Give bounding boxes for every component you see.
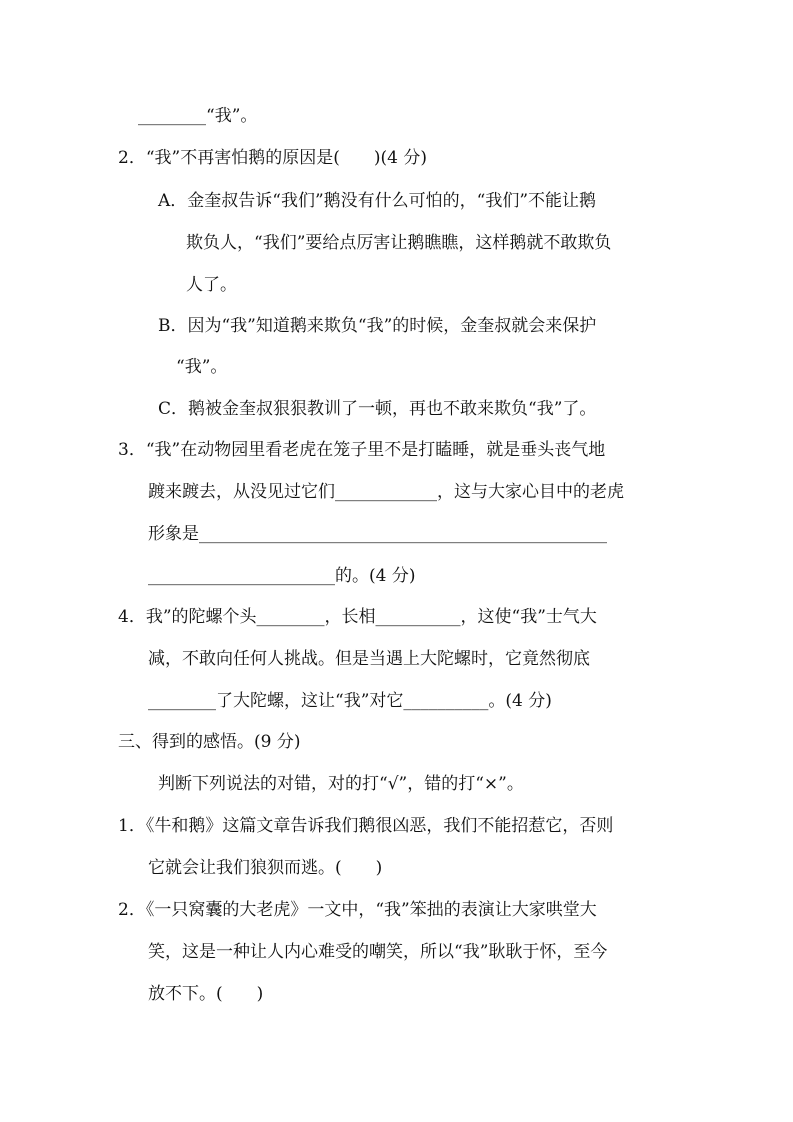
question-4-line-1: 4．我”的陀螺个头________，长相__________，这使“我”士气大 — [118, 607, 597, 627]
statement-2-line-1: 2．《一只窝囊的大老虎》一文中，“我”笨拙的表演让大家哄堂大 — [118, 900, 597, 920]
section-3-heading: 三、得到的感悟。(9 分) — [118, 732, 301, 752]
question-3-line-1: 3．“我”在动物园里看老虎在笼子里不是打瞌睡，就是垂头丧气地 — [118, 440, 606, 460]
option-2b-line-2: “我”。 — [176, 357, 228, 377]
statement-1-line-2: 它就会让我们狼狈而逃。( ) — [148, 858, 383, 878]
question-2: 2．“我”不再害怕鹅的原因是( )(4 分) — [118, 148, 427, 168]
section-3-instruction: 判断下列说法的对错，对的打“√”，错的打“×”。 — [158, 774, 524, 794]
option-2a-line-2: 欺负人，“我们”要给点厉害让鹅瞧瞧，这样鹅就不敢欺负 — [186, 233, 612, 253]
option-2a-line-1: A．金奎叔告诉“我们”鹅没有什么可怕的，“我们”不能让鹅 — [158, 191, 597, 211]
statement-1-line-1: 1．《牛和鹅》这篇文章告诉我们鹅很凶恶，我们不能招惹它，否则 — [118, 816, 614, 836]
option-2a-line-3: 人了。 — [186, 275, 237, 295]
question-4-line-2: 减，不敢向任何人挑战。但是当遇上大陀螺时，它竟然彻底 — [148, 649, 590, 669]
text-line-1: ________“我”。 — [138, 106, 258, 126]
option-2b-line-1: B．因为“我”知道鹅来欺负“我”的时候，金奎叔就会来保护 — [158, 316, 597, 336]
option-2c: C．鹅被金奎叔狠狠教训了一顿，再也不敢来欺负“我”了。 — [158, 399, 597, 419]
question-3-line-3: 形象是________________________________________________ — [148, 524, 607, 544]
question-4-line-3: ________了大陀螺，这让“我”对它__________。(4 分) — [148, 691, 552, 711]
question-3-line-2: 踱来踱去，从没见过它们____________，这与大家心目中的老虎 — [148, 482, 624, 502]
statement-2-line-2: 笑，这是一种让人内心难受的嘲笑，所以“我”耿耿于怀，至今 — [148, 942, 608, 962]
question-3-line-4: ______________________的。(4 分) — [148, 566, 416, 586]
statement-2-line-3: 放不下。( ) — [148, 984, 264, 1004]
